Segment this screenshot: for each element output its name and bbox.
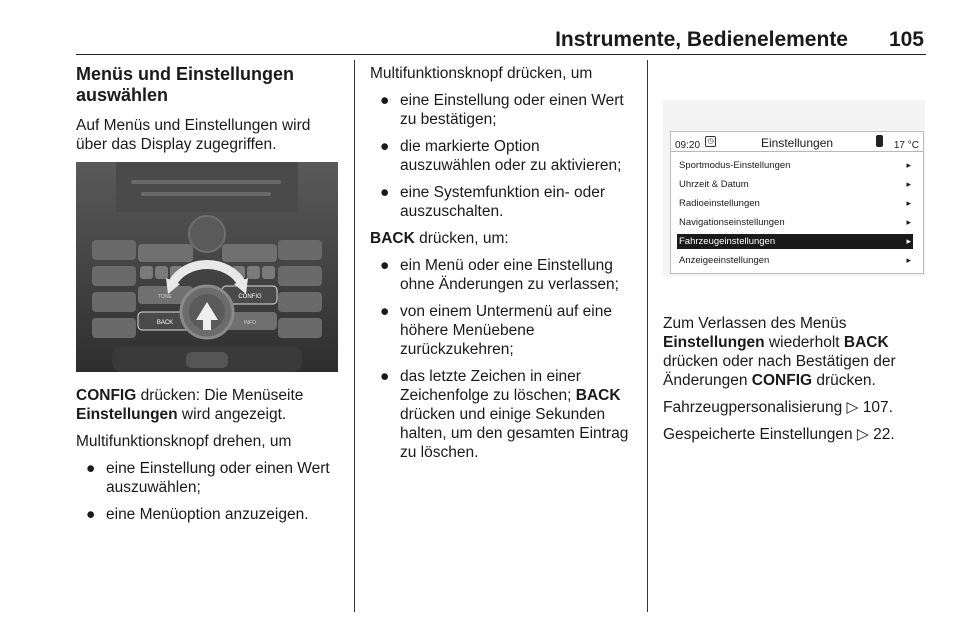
- rotate-bullet-list: [76, 459, 342, 524]
- section-heading: Menüs und Einstellungen auswählen: [76, 64, 295, 105]
- chevron-right-icon: ▸: [906, 160, 911, 170]
- settings-screen-figure: [663, 100, 925, 276]
- config-term: CONFIG: [76, 387, 137, 404]
- back-paragraph: [370, 229, 634, 248]
- list-item-text: die markierte Option auszuwählen oder zu aktivieren;: [400, 138, 622, 174]
- exit-menu-paragraph: [663, 314, 929, 390]
- bullet: ●: [86, 506, 96, 523]
- screen-temperature: 17 °C: [893, 140, 919, 151]
- chevron-right-icon: ▸: [906, 236, 911, 246]
- list-item-text: ein Menü oder eine Einstellung ohne Änderungen zu verlassen;: [400, 257, 619, 293]
- text-run: Zum Verlassen des Menüs: [663, 315, 847, 332]
- back-term: BACK: [843, 334, 889, 351]
- chevron-right-icon: ▸: [906, 217, 911, 227]
- list-item: [370, 91, 634, 129]
- page-reference-link[interactable]: 107.: [862, 399, 893, 416]
- page-title: Instrumente, Bedienelemente: [555, 28, 848, 51]
- intro-paragraph: Auf Menüs und Einstellungen wird über das Display zugegriffen.: [76, 117, 311, 153]
- control-panel-illustration: [76, 162, 338, 372]
- arrow-reference-icon: ▷: [846, 399, 859, 416]
- text-run: Fahrzeugpersonalisierung: [663, 399, 847, 416]
- back-bullet-list: [370, 256, 634, 462]
- bullet: ●: [380, 303, 390, 320]
- bullet: ●: [380, 368, 390, 385]
- clock-icon: ◷: [705, 136, 716, 147]
- settings-screen: [670, 131, 924, 274]
- column-2: [370, 64, 634, 470]
- chevron-right-icon: ▸: [906, 198, 911, 208]
- menu-row-label: Anzeigeeinstellungen: [679, 255, 770, 266]
- screen-title: Einstellungen: [761, 136, 834, 150]
- info-button-label: INFO: [244, 320, 256, 326]
- column-1: [76, 64, 342, 532]
- column-3: [663, 64, 929, 452]
- rotate-knob-paragraph: Multifunktionsknopf drehen, um: [76, 433, 292, 450]
- bullet: ●: [380, 138, 390, 155]
- list-item-text: drücken und einige Sekunden halten, um den gesamten Eintrag zu löschen.: [400, 406, 629, 461]
- list-item-text: von einem Untermenü auf eine höhere Menüebene zurückzukehren;: [400, 303, 612, 358]
- text-run: drücken.: [812, 372, 876, 389]
- menu-row: [677, 215, 913, 230]
- list-item: [370, 302, 634, 359]
- arrow-reference-icon: ▷: [856, 426, 869, 443]
- bullet: ●: [86, 460, 96, 477]
- text-run: Gespeicherte Einstellungen: [663, 426, 857, 443]
- back-button-label: BACK: [156, 320, 174, 326]
- press-knob-paragraph: Multifunktionsknopf drücken, um: [370, 65, 593, 82]
- list-item: [370, 137, 634, 175]
- list-item-text: eine Systemfunktion ein- oder auszuschalten.: [400, 184, 606, 220]
- menu-row-label: Fahrzeugeinstellungen: [679, 236, 776, 247]
- menu-row: [677, 177, 913, 192]
- text-run: drücken: Die Menüseite: [136, 387, 304, 404]
- chevron-right-icon: ▸: [906, 179, 911, 189]
- thermometer-icon: [876, 135, 883, 147]
- settings-term: Einstellungen: [663, 334, 765, 351]
- column-divider-2: [647, 60, 648, 612]
- menu-row-selected: [677, 234, 913, 249]
- bullet: ●: [380, 184, 390, 201]
- list-item: [370, 256, 634, 294]
- menu-row-label: Navigationseinstellungen: [679, 217, 785, 228]
- list-item: [370, 367, 634, 462]
- page-reference-link[interactable]: 22.: [873, 426, 895, 443]
- list-item: [370, 183, 634, 221]
- tone-button-label: TONE: [158, 294, 172, 300]
- screen-time: 09:20: [675, 140, 701, 151]
- bullet: ●: [380, 92, 390, 109]
- list-item: [76, 505, 342, 524]
- menu-row-label: Sportmodus-Einstellungen: [679, 160, 791, 171]
- personalization-reference: [663, 398, 929, 417]
- column-divider-1: [354, 60, 355, 612]
- list-item-text: eine Menüoption anzuzeigen.: [106, 506, 309, 523]
- back-term: BACK: [575, 387, 621, 404]
- page-number: 105: [888, 28, 924, 51]
- menu-row: [677, 196, 913, 211]
- text-run: wiederholt: [764, 334, 844, 351]
- config-button-label: CONFIG: [238, 294, 262, 300]
- settings-term: Einstellungen: [76, 406, 178, 423]
- saved-settings-reference: [663, 425, 929, 444]
- menu-row-label: Radioeinstellungen: [679, 198, 760, 209]
- press-bullet-list: [370, 91, 634, 221]
- menu-row: [677, 158, 913, 173]
- list-item-text: eine Einstellung oder einen Wert zu bestätigen;: [400, 92, 624, 128]
- text-run: wird angezeigt.: [177, 406, 287, 423]
- text-run: drücken, um:: [414, 230, 509, 247]
- text-run: drücken oder nach Bestätigen der Änderungen: [663, 353, 896, 389]
- control-panel-figure: [76, 162, 338, 372]
- config-paragraph: [76, 386, 342, 424]
- menu-row: [677, 253, 913, 268]
- chevron-right-icon: ▸: [906, 255, 911, 265]
- list-item: [76, 459, 342, 497]
- bullet: ●: [380, 257, 390, 274]
- list-item-text: das letzte Zeichen in einer Zeichenfolge zu löschen;: [400, 368, 581, 404]
- screen-top-bar: [671, 132, 923, 152]
- page-header: [76, 28, 926, 55]
- list-item-text: eine Einstellung oder einen Wert auszuwählen;: [106, 460, 330, 496]
- menu-row-label: Uhrzeit & Datum: [679, 179, 749, 190]
- back-term: BACK: [370, 230, 415, 247]
- config-term: CONFIG: [751, 372, 813, 389]
